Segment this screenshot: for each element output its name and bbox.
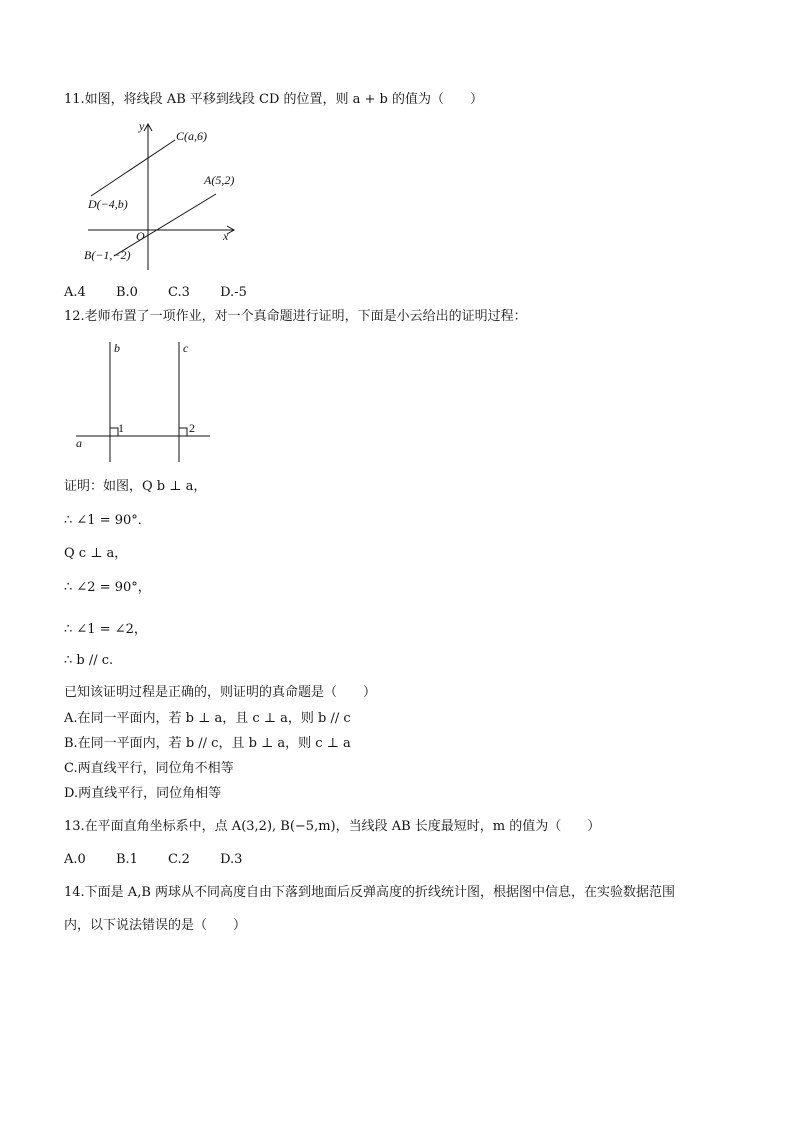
point-c-label: C(a,6) <box>176 129 207 143</box>
q12-proof-line-2: ∴ ∠1 = 90°． <box>64 513 151 528</box>
line-b-label: b <box>114 341 120 355</box>
q12-option-b[interactable]: B.在同一平面内，若 b // c，且 b ⊥ a，则 c ⊥ a <box>64 736 351 751</box>
q12-stem: 12.老师布置了一项作业，对一个真命题进行证明，下面是小云给出的证明过程： <box>64 309 527 324</box>
q12-parallel-lines-figure <box>70 338 218 466</box>
point-b-label: B(−1,−2) <box>84 248 131 262</box>
q11-option-a[interactable]: A.4 <box>64 285 86 300</box>
q13-option-c[interactable]: C.2 <box>168 852 190 867</box>
angle-2-label: 2 <box>189 421 195 435</box>
q12-proof-line-6: ∴ b // c. <box>64 653 114 668</box>
origin-label: O <box>136 229 145 243</box>
angle-1-label: 1 <box>118 421 124 435</box>
line-c-label: c <box>183 341 189 355</box>
right-angle-mark-1 <box>110 428 118 436</box>
q12-proof-line-5: ∴ ∠1 = ∠2， <box>64 622 147 637</box>
q11-option-d[interactable]: D.-5 <box>220 285 247 300</box>
q12-proof-line-3: Q c ⊥ a， <box>64 546 128 561</box>
y-label: y <box>139 119 145 133</box>
q13-options <box>64 851 268 869</box>
q11-stem: 11.如图，将线段 AB 平移到线段 CD 的位置，则 a + b 的值为（ ） <box>64 92 484 107</box>
segment-cd <box>91 140 175 196</box>
q13-stem: 13.在平面直角坐标系中，点 A(3,2), B(−5,m)，当线段 AB 长度最短时，m 的值为（ ） <box>64 819 601 834</box>
q11-option-b[interactable]: B.0 <box>115 285 138 300</box>
q12-option-c[interactable]: C.两直线平行，同位角不相等 <box>64 761 234 776</box>
x-label: x <box>223 229 229 243</box>
line-a-label: a <box>76 436 82 450</box>
segment-ab <box>114 194 216 256</box>
q14-stem-line-1: 14.下面是 A,B 两球从不同高度自由下落到地面后反弹高度的折线统计图，根据图中信息，在实验数据范围 <box>64 885 676 900</box>
point-d-label: D(−4,b) <box>88 197 128 211</box>
q13-option-a[interactable]: A.0 <box>64 852 86 867</box>
q12-option-a[interactable]: A.在同一平面内，若 b ⊥ a，且 c ⊥ a，则 b // c <box>64 711 351 726</box>
q11-options <box>64 284 273 302</box>
q12-proof-line-4: ∴ ∠2 = 90°， <box>64 580 151 595</box>
q12-question: 已知该证明过程是正确的，则证明的真命题是（ ） <box>64 685 377 700</box>
q11-option-c[interactable]: C.3 <box>168 285 190 300</box>
right-angle-mark-2 <box>179 428 187 436</box>
q13-option-b[interactable]: B.1 <box>115 852 138 867</box>
q13-option-d[interactable]: D.3 <box>220 852 243 867</box>
q11-coordinate-figure <box>84 118 249 273</box>
point-a-label: A(5,2) <box>204 173 235 187</box>
q12-option-d[interactable]: D.两直线平行，同位角相等 <box>64 786 222 801</box>
q14-stem-line-2: 内，以下说法错误的是（ ） <box>64 918 247 933</box>
q12-proof-line-1: 证明：如图，Q b ⊥ a， <box>64 479 207 494</box>
